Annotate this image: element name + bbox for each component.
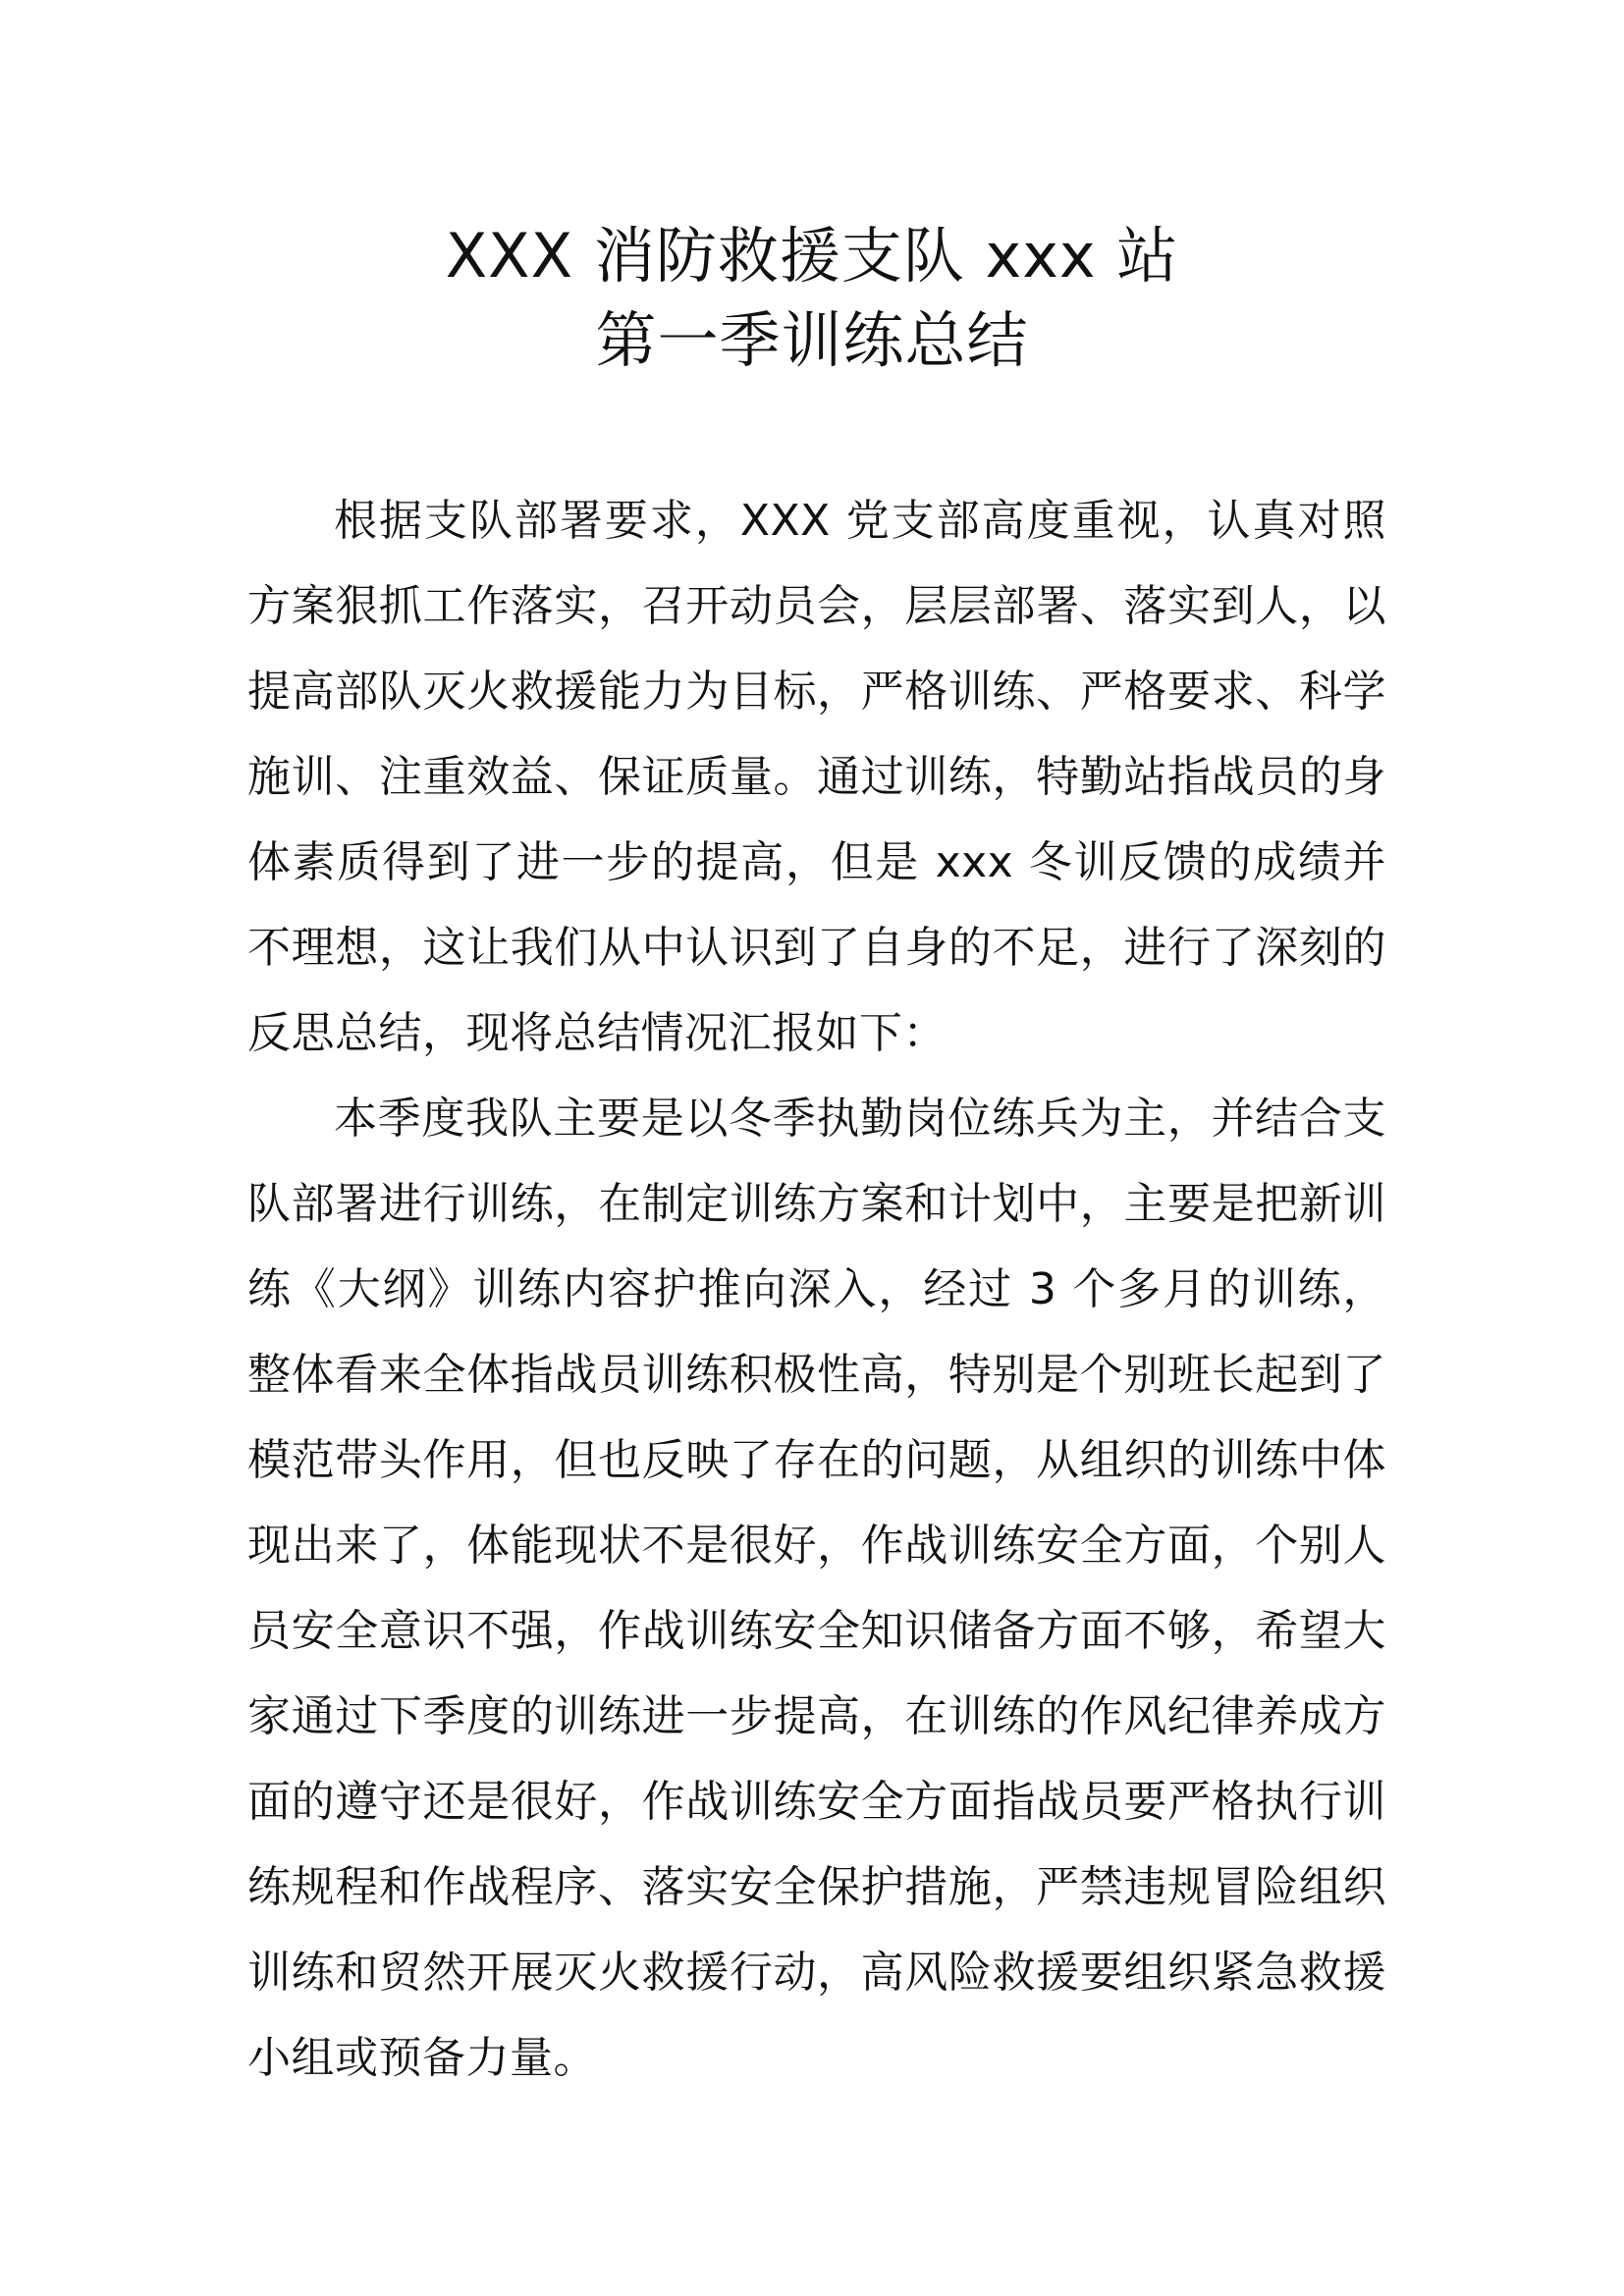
paragraph-1: 根据支队部署要求，XXX 党支部高度重视，认真对照方案狠抓工作落实，召开动员会，层层部署、落实到人，以提高部队灭火救援能力为目标，严格训练、严格要求、科学施训、注重效益、保证质量。通过训练，特勤站指战员的身体素质得到了进一步的提高，但是 xxx 冬训反馈的成绩并不理想，这让我们从中认识到了自身的不足，进行了深刻的反思总结，现将总结情况汇报如下： [247, 496, 1386, 1058]
document-title [0, 214, 1624, 383]
document-body [247, 478, 1386, 2101]
paragraph-2: 本季度我队主要是以冬季执勤岗位练兵为主，并结合支队部署进行训练，在制定训练方案和计划中，主要是把新训练《大纲》训练内容护推向深入，经过 3 个多月的训练，整体看来全体指战员训练积极性高，特别是个别班长起到了模范带头作用，但也反映了存在的问题，从组织的训练中体现出来了，体能现状不是很好，作战训练安全方面，个别人员安全意识不强，作战训练安全知识储备方面不够，希望大家通过下季度的训练进一步提高，在训练的作风纪律养成方面的遵守还是很好，作战训练安全方面指战员要严格执行训练规程和作战程序、落实安全保护措施，严禁违规冒险组织训练和贸然开展灭火救援行动，高风险救援要组织紧急救援小组或预备力量。 [247, 1094, 1386, 2083]
title-line-2: 第一季训练总结 [595, 304, 1029, 376]
title-line-1: XXX 消防救援支队 xxx 站 [445, 220, 1179, 292]
